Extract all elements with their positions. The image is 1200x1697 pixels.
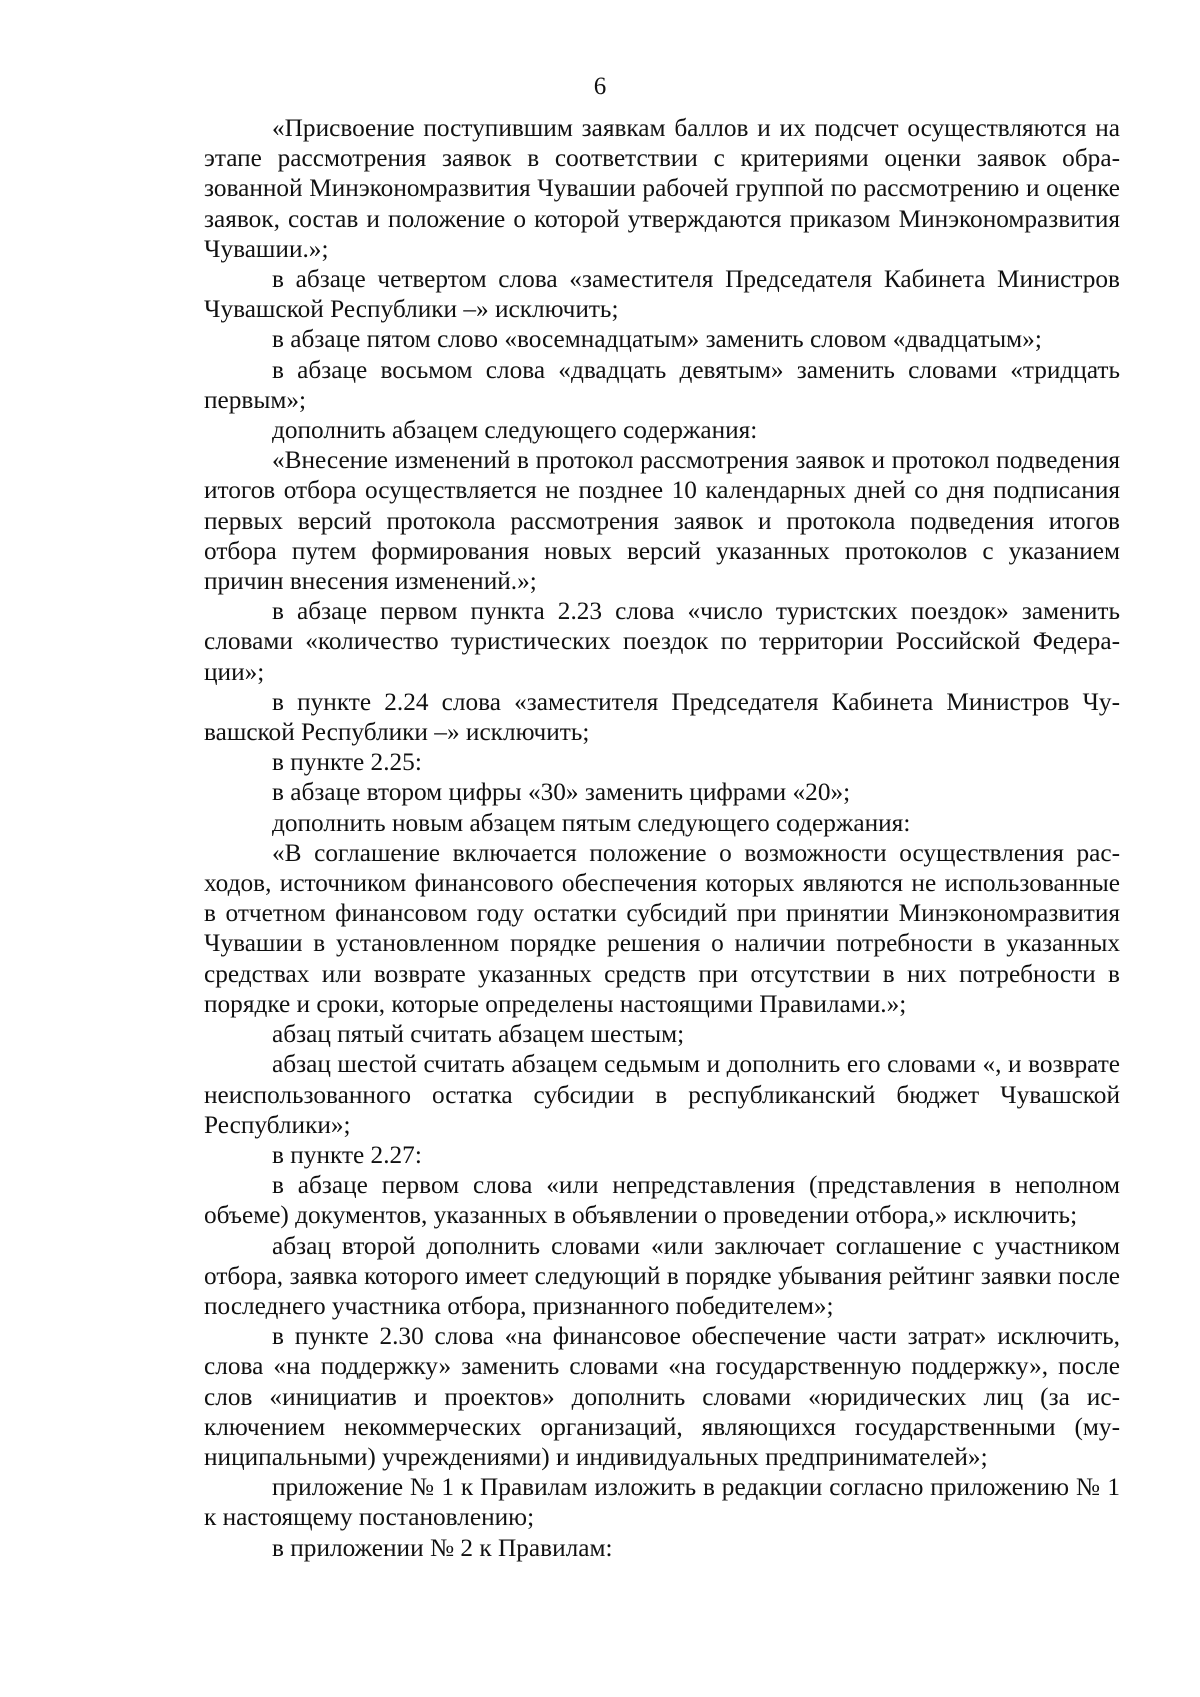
paragraph: в абзаце втором цифры «30» заменить цифрами «20»;	[272, 778, 851, 807]
paragraph: в абзаце пятом слово «восемнадцатым» заменить словом «двадцатым»;	[272, 325, 1042, 354]
paragraph: в абзаце четвертом слова «заместителя Председателя Кабинета Министров Чувашской Республики –» исключить;	[204, 265, 1120, 324]
paragraph: абзац шестой считать абзацем седьмым и дополнить его словами «, и возврате неиспользованного остатка субсидии в республиканский бюджет Чувашской Республики»;	[204, 1050, 1120, 1139]
paragraph: в пункте 2.27:	[272, 1140, 422, 1169]
paragraph: абзац пятый считать абзацем шестым;	[272, 1020, 685, 1049]
document-body	[204, 113, 1120, 1563]
paragraph: в пункте 2.30 слова «на финансовое обеспечение части затрат» исключить, слова «на поддержку» заменить словами «на государственную поддержку», после слов «инициатив и проектов» дополнить словами «юридических лиц (за исключением некоммерческих организаций, являющихся государственными (муниципальными) учреждениями) и индивидуальных предпринимателей»;	[204, 1322, 1120, 1471]
paragraph: «Присвоение поступившим заявкам баллов и их подсчет осуществляются на этапе рассмотрения заявок в соответствии с критериями оценки заявок образованной Минэкономразвития Чувашии рабочей группой по рассмотрению и оценке заявок, состав и положение о которой утверждаются приказом Минэкономразвития Чувашии.»;	[204, 114, 1120, 263]
paragraph: в пункте 2.25:	[272, 748, 422, 777]
paragraph: абзац второй дополнить словами «или заключает соглашение с участником отбора, заявка которого имеет следующий в порядке убывания рейтинг заявки после последнего участника отбора, признанного победителем»;	[204, 1231, 1120, 1320]
paragraph: «В соглашение включается положение о возможности осуществления расходов, источником финансового обеспечения которых являются не использованные в отчетном финансовом году остатки субсидий при принятии Минэкономразвития Чувашии в установленном порядке решения о наличии потребности в указанных средствах или возврате указанных средств при отсутствии в них потребности в порядке и сроки, которые определены настоящими Правилами.»;	[204, 838, 1120, 1018]
paragraph: в приложении № 2 к Правилам:	[272, 1533, 613, 1562]
paragraph: приложение № 1 к Правилам изложить в редакции согласно приложению № 1 к настоящему постановлению;	[204, 1473, 1120, 1532]
paragraph: в пункте 2.24 слова «заместителя Председателя Кабинета Министров Чувашской Республики –» исключить;	[204, 687, 1120, 747]
paragraph: в абзаце первом слова «или непредставления (представления в неполном объеме) документов, указанных в объявлении о проведении отбора,» исключить;	[204, 1171, 1120, 1230]
paragraph: «Внесение изменений в протокол рассмотрения заявок и протокол подведения итогов отбора осуществляется не позднее 10 календарных дней со дня подписания первых версий протокола рассмотрения заявок и протокола подведения итогов отбора путем формирования новых версий указанных протоколов с указанием причин внесения изменений.»;	[204, 446, 1120, 596]
paragraph: в абзаце восьмом слова «двадцать девятым» заменить словами «тридцать первым»;	[204, 355, 1120, 414]
paragraph: дополнить абзацем следующего содержания:	[272, 416, 758, 445]
paragraph: дополнить новым абзацем пятым следующего содержания:	[272, 808, 911, 837]
paragraph: в абзаце первом пункта 2.23 слова «число туристских поездок» заменить словами «количество туристических поездок по территории Российской Федерации»;	[204, 597, 1120, 686]
page-number: 6	[593, 73, 607, 100]
